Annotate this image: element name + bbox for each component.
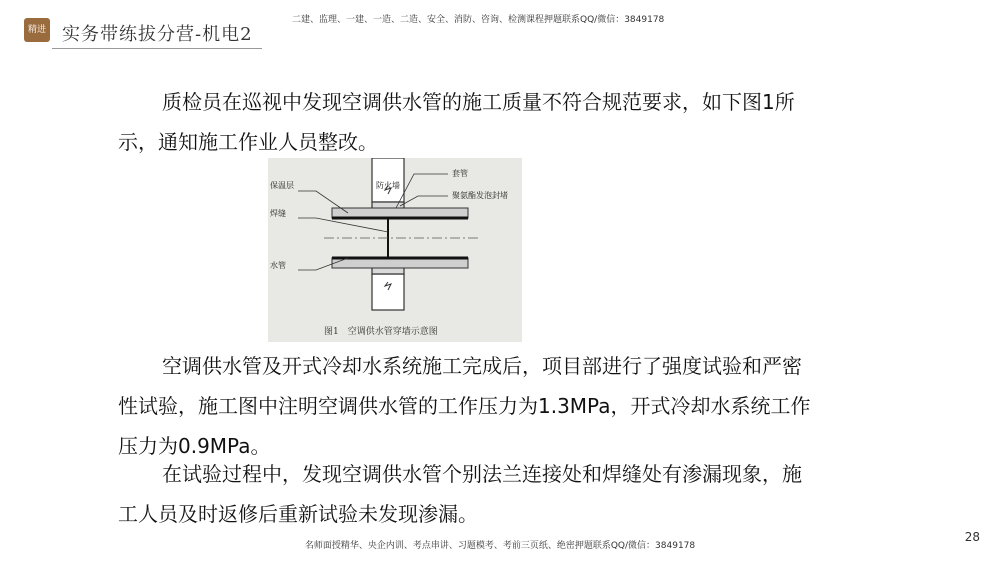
paragraph-3 [118, 454, 818, 534]
paragraph-1-text: 质检员在巡视中发现空调供水管的施工质量不符合规范要求，如下图1所示，通知施工作业人员整改。 [118, 90, 795, 154]
firewall-upper [372, 158, 404, 202]
leader-foam-seal [400, 196, 448, 206]
label-weld: 焊缝 [270, 209, 286, 218]
slide-header-title: 实务带练拔分营-机电2 [62, 24, 253, 45]
label-foam-seal: 聚氨酯发泡封堵 [452, 191, 508, 200]
leader-weld [298, 218, 388, 232]
pipe-wall-diagram [268, 158, 522, 342]
logo-badge: 精进 [24, 18, 50, 42]
label-sleeve: 套管 [452, 169, 468, 178]
label-firewall: 防火墙 [376, 181, 400, 190]
bottom-contact-banner: 名师面授精华、央企内训、考点串讲、习题模考、考前三页纸、绝密押题联系QQ/微信：3849178 [304, 541, 696, 551]
paragraph-2-text: 空调供水管及开式冷却水系统施工完成后，项目部进行了强度试验和严密性试验，施工图中注明空调供水管的工作压力为1.3MPa，开式冷却水系统工作压力为0.9MPa。 [118, 354, 811, 458]
figure-caption: 图1 空调供水管穿墙示意图 [324, 327, 438, 337]
top-contact-banner: 二建、监理、一建、一造、二造、安全、消防、咨询、检测课程押题联系QQ/微信：3849178 [292, 15, 665, 25]
label-insulation: 保温层 [270, 181, 294, 190]
pipe-wall-diagram-svg [268, 158, 522, 342]
paragraph-2 [118, 346, 818, 466]
header-divider [52, 48, 262, 49]
page-number: 28 [964, 530, 980, 544]
paragraph-1 [118, 82, 818, 162]
firewall-lower [372, 274, 404, 310]
label-water-pipe: 水管 [270, 261, 286, 270]
paragraph-3-text: 在试验过程中，发现空调供水管个别法兰连接处和焊缝处有渗漏现象，施工人员及时返修后重新试验未发现渗漏。 [118, 462, 802, 526]
